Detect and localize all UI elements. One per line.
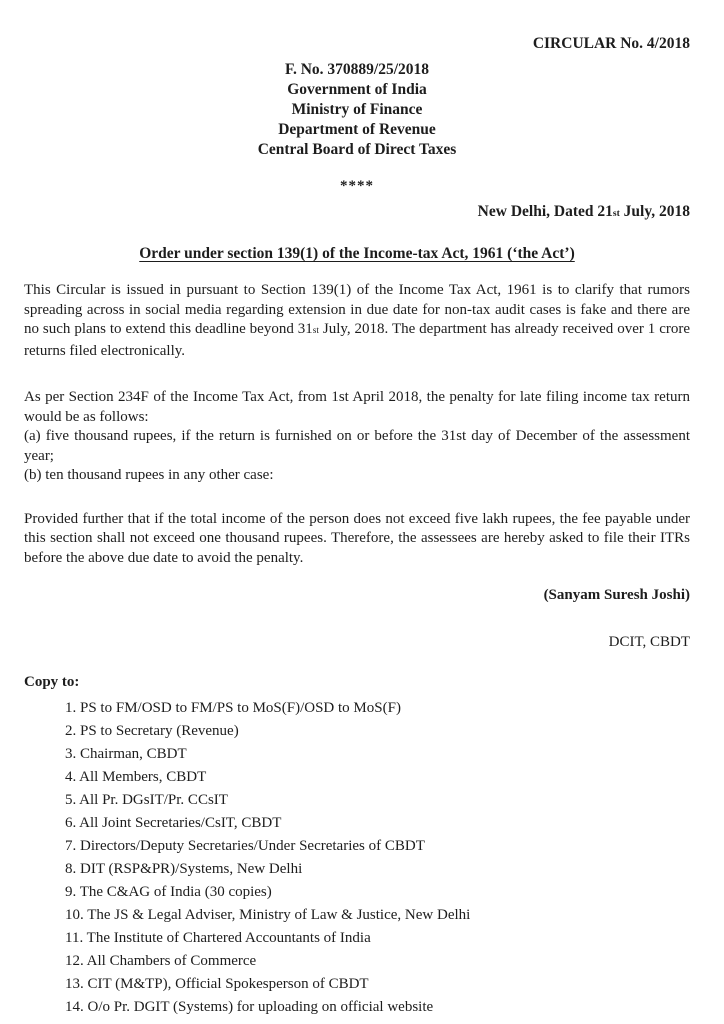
date-text: New Delhi, Dated 21 [477, 203, 613, 220]
paragraph-3: Provided further that if the total income of the person does not exceed five lakh rupees, the fee payable under this section shall not exceed one thousand rupees. Therefore, the assessees are hereby asked to file their ITRs before the above due date to avoid the penalty. [24, 510, 690, 566]
para1-ordinal: st [312, 326, 319, 336]
date-suffix: July, 2018 [619, 203, 690, 220]
copy-list-item: 6. All Joint Secretaries/CsIT, CBDT [65, 815, 282, 831]
para2-intro: As per Section 234F of the Income Tax Act, from 1st April 2018, the penalty for late filing income tax return would be as follows: [24, 389, 690, 425]
copy-to-list [65, 697, 690, 1019]
copy-list-item: 4. All Members, CBDT [65, 769, 207, 785]
date-line [24, 202, 690, 223]
copy-list-item: 1. PS to FM/OSD to FM/PS to MoS(F)/OSD to MoS(F) [65, 700, 401, 716]
copy-to-label: Copy to: [24, 674, 80, 690]
paragraph-1 [24, 281, 690, 361]
copy-list-item: 7. Directors/Deputy Secretaries/Under Secretaries of CBDT [65, 838, 425, 854]
letterhead [24, 60, 690, 160]
para1-suffix: July, 2018. The department has already received over 1 crore returns filed electronically. [24, 321, 691, 359]
copy-list-item: 2. PS to Secretary (Revenue) [65, 723, 239, 739]
signatory-name: (Sanyam Suresh Joshi) [543, 587, 690, 603]
para2-item-a: (a) five thousand rupees, if the return is furnished on or before the 31st day of December of the assessment year; [24, 428, 690, 464]
copy-list-item: 12. All Chambers of Commerce [65, 953, 257, 969]
org-line-board: Central Board of Direct Taxes [257, 141, 457, 158]
circular-number: CIRCULAR No. 4/2018 [532, 35, 690, 52]
org-line-department: Department of Revenue [278, 121, 436, 138]
signatory-designation: DCIT, CBDT [608, 634, 690, 650]
copy-list-item: 9. The C&AG of India (30 copies) [65, 884, 272, 900]
paragraph-2 [24, 388, 690, 486]
copy-list-item: 10. The JS & Legal Adviser, Ministry of Law & Justice, New Delhi [65, 907, 471, 923]
copy-list-item: 8. DIT (RSP&PR)/Systems, New Delhi [65, 861, 303, 877]
separator-stars: **** [340, 178, 374, 194]
org-line-ministry: Ministry of Finance [291, 101, 423, 118]
file-number: F. No. 370889/25/2018 [284, 61, 430, 78]
para2-item-b: (b) ten thousand rupees in any other case: [24, 467, 274, 483]
copy-list-item: 5. All Pr. DGsIT/Pr. CCsIT [65, 792, 228, 808]
copy-list-item: 11. The Institute of Chartered Accountants of India [65, 930, 371, 946]
copy-list-item: 13. CIT (M&TP), Official Spokesperson of CBDT [65, 976, 369, 992]
order-heading-text: Order under section 139(1) of the Income-tax Act, 1961 (‘the Act’) [139, 245, 575, 262]
copy-list-item: 14. O/o Pr. DGIT (Systems) for uploading on official website [65, 999, 434, 1015]
copy-list-item: 3. Chairman, CBDT [65, 746, 187, 762]
para1-text: This Circular is issued in pursuant to Section 139(1) of the Income Tax Act, 1961 is to clarify that rumors spreading across in social media regarding extension in due date for non-tax audit cases is fake and there are no such plans to extend this deadline beyond 31 [24, 282, 690, 337]
date-ordinal: st [612, 208, 620, 219]
order-heading [24, 244, 690, 263]
org-line-government: Government of India [287, 81, 427, 98]
